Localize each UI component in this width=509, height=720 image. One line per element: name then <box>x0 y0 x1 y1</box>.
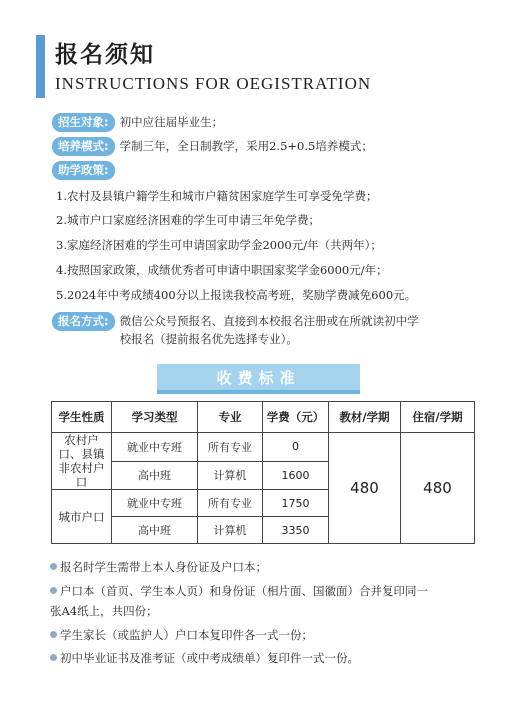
note-text: 张A4纸上，共四份； <box>50 604 158 618</box>
note-4 <box>50 648 359 668</box>
target-text: 初中应往届毕业生； <box>119 115 224 129</box>
aid-item-2: 2.城市户口家庭经济困难的学生可申请三年免学费； <box>56 213 320 227</box>
note-3 <box>50 625 313 645</box>
note-1 <box>50 557 267 577</box>
tuition-cell: 1750 <box>263 490 329 517</box>
target-badge: 招生对象: <box>52 113 115 132</box>
tuition-cell: 1600 <box>263 461 329 490</box>
tuition-cell: 3350 <box>263 517 329 544</box>
major-cell: 计算机 <box>198 517 263 544</box>
major-cell: 所有专业 <box>198 433 263 462</box>
aid-item-4: 4.按照国家政策，成绩优秀者可申请中职国家奖学金6000元/年； <box>56 263 388 277</box>
bullet-dot-icon <box>50 587 57 594</box>
note-text: 报名时学生需带上本人身份证及户口本； <box>60 560 267 574</box>
method-row <box>52 312 419 348</box>
study-type-cell: 高中班 <box>112 461 198 490</box>
note-text: 户口本（首页、学生本人页）和身份证（相片面、国徽面）合并复印同一 <box>60 584 428 598</box>
note-text: 学生家长（或监护人）户口本复印件各一式一份； <box>60 628 313 642</box>
study-type-cell: 高中班 <box>112 517 198 544</box>
aid-badge: 助学政策: <box>52 161 115 180</box>
lodging-cell: 480 <box>401 433 475 544</box>
bullet-dot-icon <box>50 654 57 661</box>
table-header-row <box>52 402 475 433</box>
student-type-cell: 农村户口、县镇非农村户口 <box>52 433 112 490</box>
major-cell: 所有专业 <box>198 490 263 517</box>
books-cell: 480 <box>329 433 401 544</box>
page-subtitle: INSTRUCTIONS FOR OEGISTRATION <box>55 74 372 93</box>
mode-badge: 培养模式: <box>52 137 115 156</box>
note-text: 初中毕业证书及准考证（或中考成绩单）复印件一式一份。 <box>60 651 359 665</box>
method-text <box>120 312 419 348</box>
bullet-dot-icon <box>50 563 57 570</box>
method-line-2: 校报名（提前报名优先选择专业）。 <box>119 332 298 346</box>
fee-table <box>51 401 475 544</box>
major-cell: 计算机 <box>198 461 263 490</box>
aid-item-5: 5.2024年中考成绩400分以上报读我校高考班，奖励学费减免600元。 <box>56 288 417 302</box>
student-type-cell: 城市户口 <box>52 490 112 544</box>
study-type-cell: 就业中专班 <box>112 433 198 462</box>
fee-banner: 收费标准 <box>157 364 360 394</box>
header-cell: 住宿/学期 <box>401 402 475 433</box>
header-cell: 学费（元） <box>263 402 329 433</box>
method-line-1: 微信公众号预报名、直接到本校报名注册或在所就读初中学 <box>119 314 419 328</box>
target-row <box>52 113 223 132</box>
mode-text: 学制三年，全日制教学，采用2.5+0.5培养模式； <box>119 139 373 153</box>
study-type-cell: 就业中专班 <box>112 490 198 517</box>
table-row <box>52 433 475 462</box>
header-cell: 教材/学期 <box>329 402 401 433</box>
aid-item-1: 1.农村及县镇户籍学生和城市户籍贫困家庭学生可享受免学费； <box>56 189 378 203</box>
note-2 <box>50 581 428 621</box>
header-cell: 学生性质 <box>52 402 112 433</box>
aid-row <box>52 161 115 180</box>
bullet-dot-icon <box>50 631 57 638</box>
aid-item-3: 3.家庭经济困难的学生可申请国家助学金2000元/年（共两年）； <box>56 238 382 252</box>
page-title: 报名须知 <box>55 42 155 68</box>
header-cell: 学习类型 <box>112 402 198 433</box>
tuition-cell: 0 <box>263 433 329 462</box>
method-badge: 报名方式: <box>52 312 115 331</box>
header-cell: 专业 <box>198 402 263 433</box>
title-accent-bar <box>36 35 45 98</box>
mode-row <box>52 137 373 156</box>
